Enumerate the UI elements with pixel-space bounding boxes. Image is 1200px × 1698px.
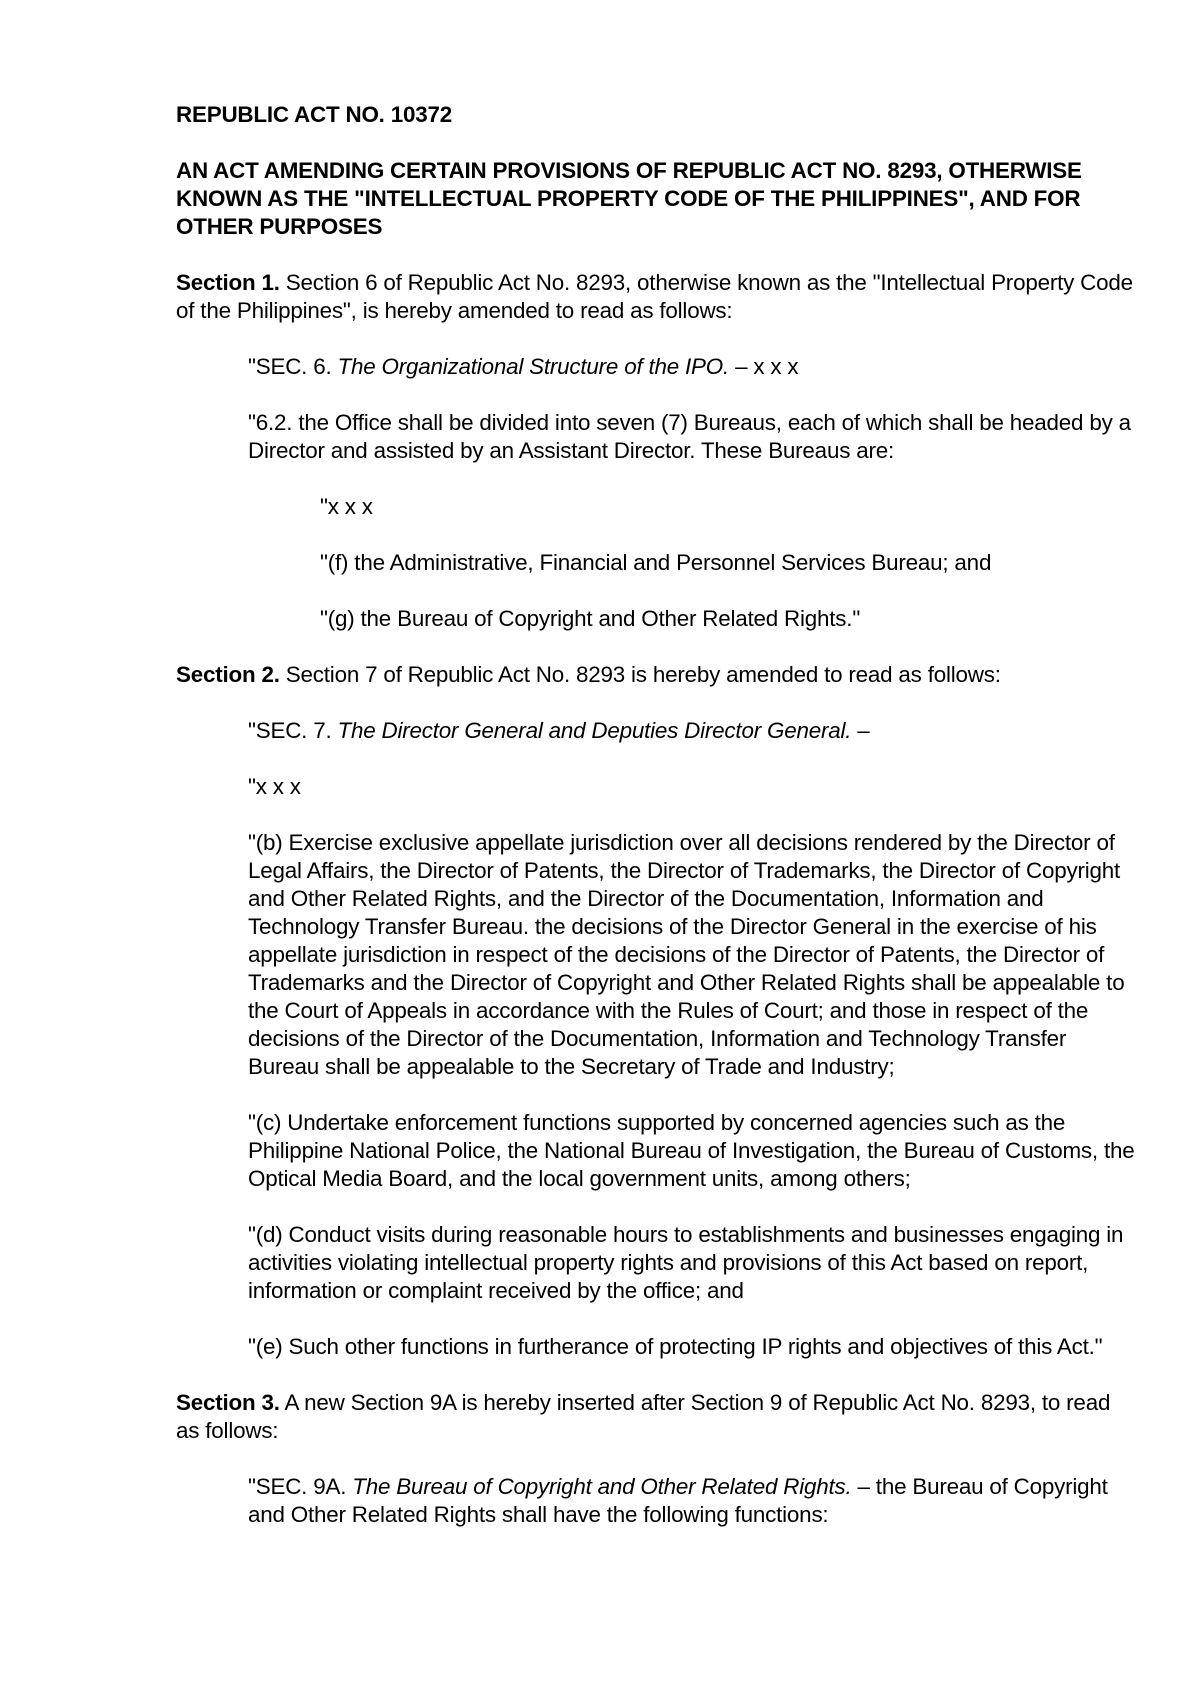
section-3-text: A new Section 9A is hereby inserted after Section 9 of Republic Act No. 8293, to read as follows: <box>176 1390 1111 1443</box>
item-c: "(c) Undertake enforcement functions supported by concerned agencies such as the Philippine National Police, the National Bureau of Investigation, the Bureau of Customs, the Optical Media Board, and the local government units, among others; <box>248 1110 1135 1191</box>
sec-6-title: The Organizational Structure of the IPO. <box>337 354 730 379</box>
document-body <box>176 101 1136 1557</box>
item-g: "(g) the Bureau of Copyright and Other Related Rights." <box>320 606 861 631</box>
section-1-text: Section 6 of Republic Act No. 8293, otherwise known as the "Intellectual Property Code of the Philippines", is hereby amended to read as follows: <box>176 270 1133 323</box>
item-f: "(f) the Administrative, Financial and Personnel Services Bureau; and <box>320 550 992 575</box>
sec-9a-heading: "SEC. 9A. The Bureau of Copyright and Other Related Rights. – the Bureau of Copyright and Other Related Rights shall have the following functions: <box>248 1474 1108 1527</box>
sec-7-heading: "SEC. 7. The Director General and Deputies Director General. – <box>248 718 870 743</box>
omission-marker: "x x x <box>320 494 373 519</box>
sec-6-heading: "SEC. 6. The Organizational Structure of the IPO. – x x x <box>248 354 799 379</box>
section-3-paragraph <box>176 1389 1136 1445</box>
item-b: "(b) Exercise exclusive appellate jurisdiction over all decisions rendered by the Director of Legal Affairs, the Director of Patents, the Director of Trademarks, the Director of Copyright and Other Related Rights, and the Director of the Documentation, Information and Technology Transfer Bureau. the decisions of the Director General in the exercise of his appellate jurisdiction in respect of the decisions of the Director of Patents, the Director of Trademarks and the Director of Copyright and Other Related Rights shall be appealable to the Court of Appeals in accordance with the Rules of Court; and those in respect of the decisions of the Director of the Documentation, Information and Technology Transfer Bureau shall be appealable to the Secretary of Trade and Industry; <box>248 830 1125 1079</box>
item-d: "(d) Conduct visits during reasonable hours to establishments and businesses engaging in activities violating intellectual property rights and provisions of this Act based on report, information or complaint received by the office; and <box>248 1222 1124 1303</box>
sec-6-2-paragraph: "6.2. the Office shall be divided into seven (7) Bureaus, each of which shall be headed by a Director and assisted by an Assistant Director. These Bureaus are: <box>248 410 1131 463</box>
section-1-paragraph <box>176 269 1136 325</box>
section-2-text: Section 7 of Republic Act No. 8293 is hereby amended to read as follows: <box>279 662 1001 687</box>
section-1-heading: Section 1. <box>176 270 280 295</box>
act-title: AN ACT AMENDING CERTAIN PROVISIONS OF REPUBLIC ACT NO. 8293, OTHERWISE KNOWN AS THE "INTELLECTUAL PROPERTY CODE OF THE PHILIPPINES", AND FOR OTHER PURPOSES <box>176 158 1082 239</box>
sec-9a-title: The Bureau of Copyright and Other Related Rights. <box>352 1474 852 1499</box>
omission-marker: "x x x <box>248 774 301 799</box>
sec-7-title: The Director General and Deputies Director General. <box>337 718 852 743</box>
section-2-paragraph <box>176 661 1136 689</box>
republic-act-number: REPUBLIC ACT NO. 10372 <box>176 102 452 127</box>
section-2-heading: Section 2. <box>176 662 280 687</box>
item-e: "(e) Such other functions in furtherance of protecting IP rights and objectives of this Act." <box>248 1334 1103 1359</box>
section-3-heading: Section 3. <box>176 1390 280 1415</box>
